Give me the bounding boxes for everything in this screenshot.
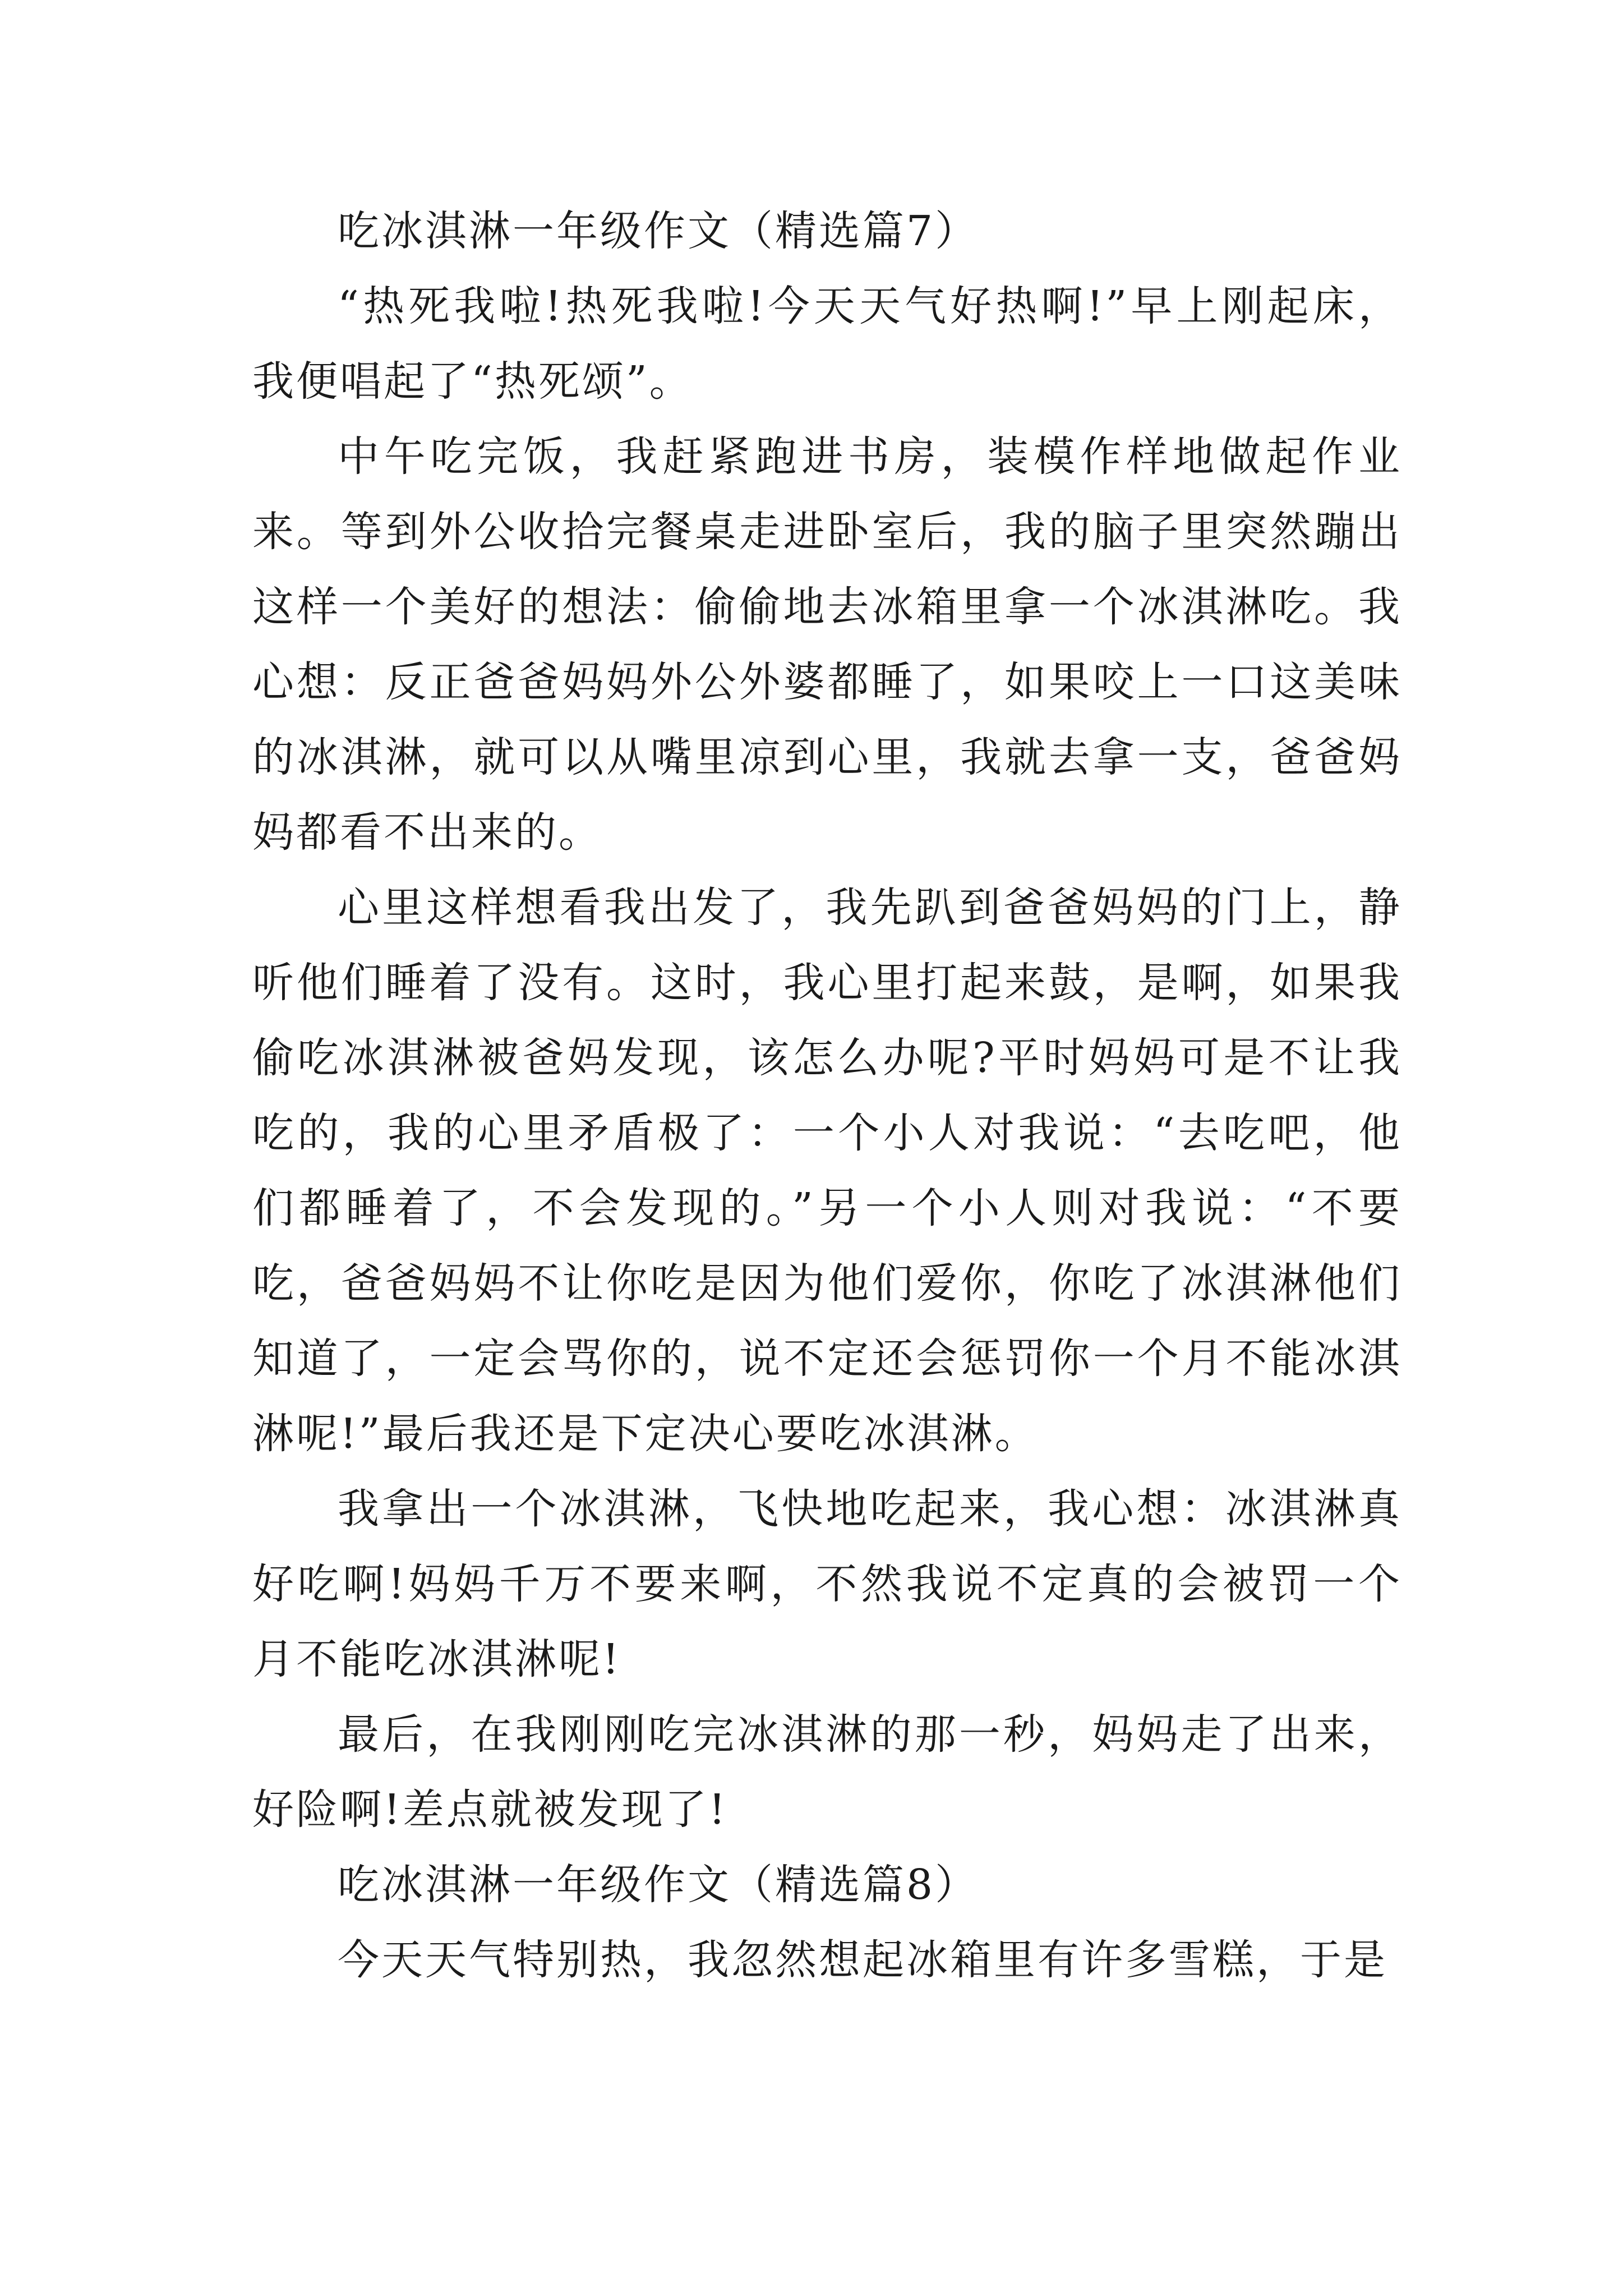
document-body — [252, 194, 1402, 1998]
essay-7-paragraph-2: 中午吃完饭，我赶紧跑进书房，装模作样地做起作业来。等到外公收拾完餐桌走进卧室后，我的脑子里突然蹦出这样一个美好的想法：偷偷地去冰箱里拿一个冰淇淋吃。我心想：反正爸爸妈妈外公外婆都睡了，如果咬上一口这美味的冰淇淋，就可以从嘴里凉到心里，我就去拿一支，爸爸妈妈都看不出来的。 — [252, 432, 1402, 857]
essay-7-paragraph-3: 心里这样想看我出发了，我先趴到爸爸妈妈的门上，静听他们睡着了没有。这时，我心里打起来鼓，是啊，如果我偷吃冰淇淋被爸妈发现，该怎么办呢?平时妈妈可是不让我吃的，我的心里矛盾极了：一个小人对我说：“去吃吧，他们都睡着了，不会发现的。”另一个小人则对我说：“不要吃，爸爸妈妈不让你吃是因为他们爱你，你吃了冰淇淋他们知道了，一定会骂你的，说不定还会惩罚你一个月不能冰淇淋呢!”最后我还是下定决心要吃冰淇淋。 — [252, 884, 1402, 1458]
essay-8-paragraph-1: 今天天气特别热，我忽然想起冰箱里有许多雪糕，于是 — [338, 1936, 1387, 1984]
essay-7-paragraph-4: 我拿出一个冰淇淋，飞快地吃起来，我心想：冰淇淋真好吃啊!妈妈千万不要来啊，不然我说不定真的会被罚一个月不能吃冰淇淋呢! — [252, 1485, 1402, 1683]
essay-7-paragraph-5: 最后，在我刚刚吃完冰淇淋的那一秒，妈妈走了出来，好险啊!差点就被发现了! — [252, 1710, 1402, 1834]
essay-7-paragraph-1: “热死我啦!热死我啦!今天天气好热啊!”早上刚起床，我便唱起了“热死颂”。 — [252, 282, 1402, 406]
essay-heading-8: 吃冰淇淋一年级作文（精选篇8） — [338, 1861, 979, 1909]
essay-heading-7: 吃冰淇淋一年级作文（精选篇7） — [338, 207, 979, 255]
